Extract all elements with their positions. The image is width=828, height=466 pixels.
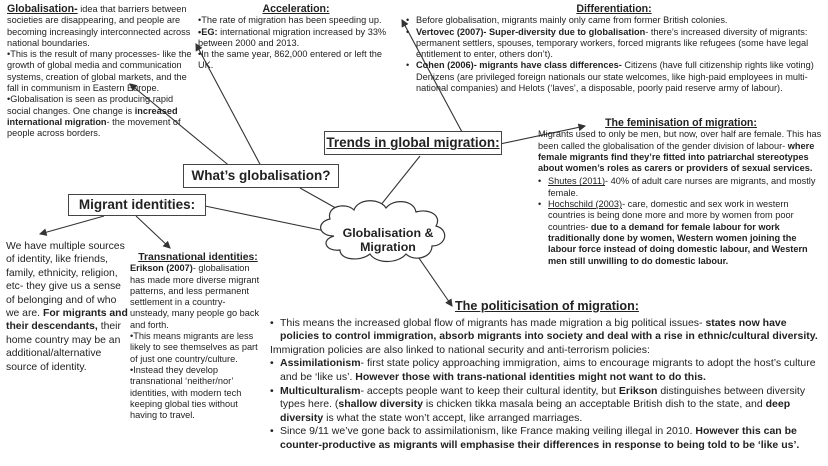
transnational-p1b: - globalisation has made more diverse migrant patterns, and less permanent settlement in a country- unsteady, many people go back and forth. <box>130 263 260 330</box>
politicisation-b4b: However this can be counter-productive as migrants will emphasise their differences in response to being told to be ‘like us’. <box>280 425 800 451</box>
transnational-p3: •Instead they develop transnational ‘neither/nor’ identities, with modern tech keeping global ties without having to travel. <box>130 364 242 421</box>
differentiation-b2b: - there’s increased diversity of migrants: permanent settlers, spouses, temporary workers, forced migrants like refugees (some have legal entitlement to enter, others don’t). <box>416 26 809 60</box>
differentiation-b1: • Before globalisation, migrants mainly only came from former British colonies. <box>406 15 822 26</box>
politicisation-heading: The politicisation of migration: <box>454 299 639 313</box>
politicisation-b2b: - first state policy approaching immigration, aims to encourage migrants to adopt the host’s culture and be ‘like us’. <box>280 357 816 383</box>
globalisation-p3b: increased international migration <box>7 105 178 127</box>
differentiation-b3b: Citizens (have full citizenship rights like voting) Denizens (are privileged foreign nationals our state welcomes, like high-paid employees in multi-national companies) and Helots (‘laves’, a disposable, poorly paid reserve army of labour). <box>416 60 814 94</box>
politicisation-b3f: is chicken tikka masala being an acceptable British dish to the state, and <box>423 398 766 411</box>
acceleration-b1: •The rate of migration has been speeding up. <box>198 15 382 26</box>
politicisation-b3d: distinguishes between diversity types here. ( <box>280 384 806 411</box>
globalisation-p1: idea that barriers between societies are disappearing, and people are becoming increasingly interconnected across national boundaries. <box>7 4 191 48</box>
globalisation-heading: Globalisation- <box>7 3 78 15</box>
globalisation-p2: •This is the result of many processes- like the growth of global media and communication systems, creation of global markets, and the fall in communism in Eastern Europe. <box>7 49 192 94</box>
differentiation-b2a: Vertovec (2007)- Super-diversity due to globalisation <box>416 26 646 37</box>
politicisation-b3e: shallow diversity <box>338 398 423 411</box>
politicisation-b3c: Erikson <box>618 384 658 397</box>
globalisation-p3c: - the movement of people across borders. <box>7 116 181 139</box>
identities-text <box>6 240 132 374</box>
feminisation-b1a: Shutes (2011) <box>548 176 606 187</box>
identities-p1: We have multiple sources of identity, like friends, family, ethnicity, religion, etc- they give us a sense of belonging and of who we are. <box>6 241 125 320</box>
identities-p3: their home country may be an additional/alternative source of identity. <box>6 321 121 373</box>
transnational-p1a: Erikson (2007) <box>130 263 193 274</box>
differentiation-section <box>406 4 822 94</box>
arrow-identities-text <box>40 216 104 234</box>
politicisation-b3a: Multiculturalism <box>280 384 361 397</box>
feminisation-b2b: - care, domestic and sex work in western countries is being done more and more by women from poor countries- <box>548 199 794 232</box>
politicisation-b2c: However those with trans-national identities might not want to do this. <box>355 370 706 383</box>
globalisation-p3a: •Globalisation is seen as producing rapid social changes. One change is <box>7 94 174 116</box>
politicisation-line2: Immigration policies are also linked to national security and anti-terrorism policies: <box>270 343 650 356</box>
politicisation-b3g: deep diversity <box>280 398 791 424</box>
feminisation-b2a: Hochschild (2003) <box>548 199 623 210</box>
acceleration-b3: •In the same year, 862,000 entered or left the UK. <box>198 49 383 71</box>
politicisation-b2a: Assimilationism <box>280 357 361 370</box>
transnational-heading: Transnational identities: <box>138 252 258 263</box>
feminisation-p1a: Migrants used to only be men, but now, over half are female. This has been called the globalisation of the gender division of labour- <box>538 129 822 151</box>
acceleration-b2b: international migration increased by 33% between 2000 and 2013. <box>198 26 387 48</box>
central-topic: Globalisation & Migration <box>342 226 434 254</box>
transnational-p2: •This means migrants are less likely to see themselves as part of just one country/culture. <box>130 331 258 364</box>
politicisation-b1b: states now have policies to control immigration, absorb migrants into society and deal with a rise in ethnic/cultural diversity. <box>280 316 818 343</box>
feminisation-b2c: due to a demand for female labour for work traditionally done by women, Western women joining the labour force instead of doing domestic labour, and Western men still unwilling to do domestic labour. <box>548 221 808 266</box>
identities-p2: For migrants and their descendants, <box>6 308 128 333</box>
migrant-identities-box: Migrant identities: <box>68 194 206 216</box>
differentiation-b3a: Cohen (2006)- migrants have class differences- <box>416 60 622 71</box>
feminisation-b1b: - 40% of adult care nurses are migrants, and mostly female. <box>548 176 816 198</box>
transnational-section <box>130 252 266 421</box>
acceleration-section <box>198 4 394 72</box>
acceleration-b2a: •EG: <box>198 26 218 37</box>
globalisation-section <box>7 4 193 140</box>
connector-identities <box>205 206 330 232</box>
arrow-transnational <box>136 216 170 248</box>
politicisation-b1a: This means the increased global flow of migrants has made migration a big political issues- <box>280 316 706 329</box>
differentiation-heading: Differentiation: <box>576 3 652 15</box>
feminisation-section <box>538 118 824 267</box>
politicisation-b3h: is what the state won’t accept, like arranged marriages. <box>323 411 583 424</box>
whats-globalisation-box: What’s globalisation? <box>183 164 339 188</box>
feminisation-heading: The feminisation of migration: <box>605 117 757 129</box>
acceleration-heading: Acceleration: <box>262 3 330 15</box>
politicisation-section <box>270 300 824 453</box>
politicisation-b4a: Since 9/11 we’ve gone back to assimilationism, like France making veiling illegal in 2010. <box>280 425 696 438</box>
trends-box: Trends in global migration: <box>324 131 502 155</box>
politicisation-b3b: - accepts people want to keep their cultural identity, but <box>360 384 619 397</box>
feminisation-p1b: where female migrants find they’re fitted into patriarchal stereotypes about women’s roles as carers or providers of sexual services. <box>538 140 815 174</box>
